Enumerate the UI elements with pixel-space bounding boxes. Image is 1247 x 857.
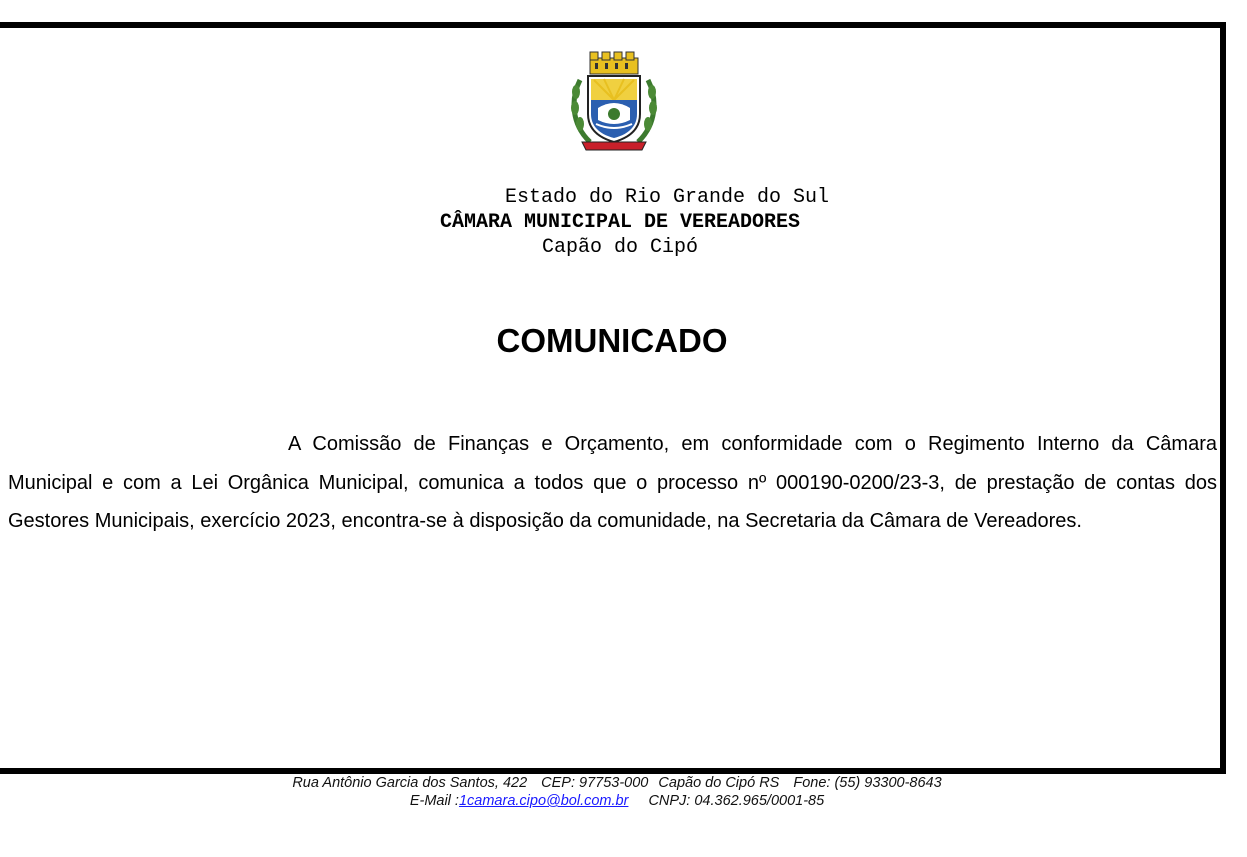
footer-address: Rua Antônio Garcia dos Santos, 422 <box>292 775 528 791</box>
footer-phone: Fone: (55) 93300-8643 <box>793 775 942 791</box>
footer-email-link[interactable]: 1camara.cipo@bol.com.br <box>458 793 629 809</box>
institution-name: CÂMARA MUNICIPAL DE VEREADORES <box>439 211 801 234</box>
state-name: Estado do Rio Grande do Sul <box>504 186 830 209</box>
document-title: COMUNICADO <box>496 322 728 359</box>
footer-email-label: E-Mail : <box>409 793 459 809</box>
body-paragraph: A Comissão de Finanças e Orçamento, em conformidade com o Regimento Interno da Câmara Municipal e com a Lei Orgânica Municipal, comunica a todos que o processo nº 000190-0200/23-3, de prestação de contas dos Gestores Municipais, exercício 2023, encontra-se à disposição da comunidade, na Secretaria da Câmara de Vereadores. <box>8 433 1217 532</box>
footer-cnpj: CNPJ: 04.362.965/0001-85 <box>648 793 825 809</box>
letterhead <box>300 185 940 260</box>
coat-of-arms-icon <box>568 50 660 154</box>
footer-state: RS <box>759 775 780 791</box>
city-name: Capão do Cipó <box>541 236 699 259</box>
footer-contact-line <box>0 792 1234 810</box>
footer-cep: CEP: 97753-000 <box>541 775 649 791</box>
footer-address-line <box>0 774 1234 792</box>
footer-city: Capão do Cipó <box>658 775 756 791</box>
footer <box>0 774 1234 810</box>
